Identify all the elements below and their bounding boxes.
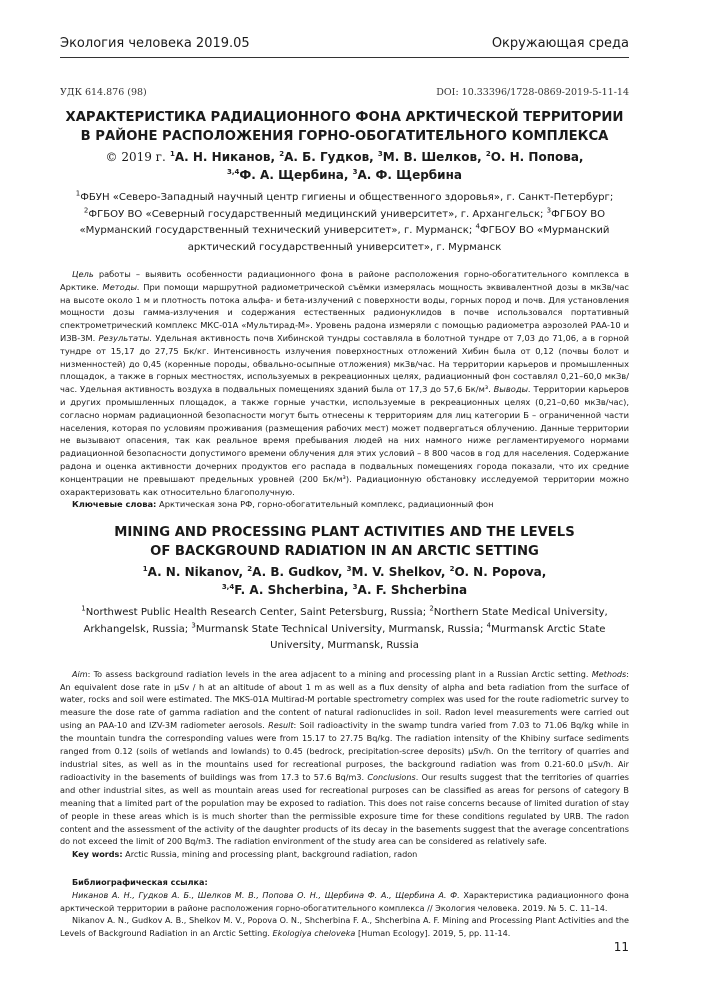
article-meta	[60, 87, 629, 98]
author-sup: 2	[279, 150, 285, 158]
author-sup: 2	[485, 150, 491, 158]
author-name: А. Ф. Щербина	[357, 168, 462, 182]
author-sup: 3	[352, 583, 358, 592]
title-ru-line1: ХАРАКТЕРИСТИКА РАДИАЦИОННОГО ФОНА АРКТИЧЕСКОЙ ТЕРРИТОРИИ	[65, 110, 624, 125]
copyright: © 2019 г.	[105, 150, 166, 164]
author-sup: 3	[346, 565, 352, 574]
conclusions-label: Conclusions	[367, 771, 416, 782]
authors-ru	[60, 148, 629, 184]
author-name: М. В. Шелков,	[382, 150, 486, 164]
doi: DOI: 10.33396/1728-0869-2019-5-11-14	[436, 87, 629, 98]
affil-text: Northern State Medical University, Arkhangelsk, Russia;	[83, 607, 608, 635]
title-en-line1: MINING AND PROCESSING PLANT ACTIVITIES AND THE LEVELS	[114, 525, 575, 541]
section-name: Окружающая среда	[491, 36, 629, 51]
affiliations-ru	[60, 190, 629, 256]
affil-sup: 3	[191, 621, 196, 630]
methods-label: Методы.	[102, 281, 140, 292]
affil-sup: 1	[75, 189, 81, 198]
author-name: А. Н. Никанов,	[174, 150, 280, 164]
author-name: A. N. Nikanov,	[147, 565, 248, 580]
author-sup: 1	[169, 150, 175, 158]
abstract-en	[60, 668, 629, 849]
author-name: F. A. Shcherbina,	[234, 583, 353, 598]
title-ru	[60, 108, 629, 146]
header-rule	[60, 57, 629, 58]
udc-code: УДК 614.876 (98)	[60, 87, 147, 98]
affil-text: ФГБОУ ВО «Мурманский арктический государственный университет», г. Мурманск	[187, 225, 610, 253]
author-name: A. F. Shcherbina	[357, 583, 468, 598]
affil-sup: 3	[546, 206, 552, 215]
citation-block	[60, 876, 629, 940]
affil-sup: 2	[83, 206, 89, 215]
author-sup: 1	[142, 565, 148, 574]
page-number: 11	[613, 940, 629, 954]
methods-text: : An equivalent dose rate in μSv / h at an altitude of about 1 m as well as a flux density of alpha and beta radiation from the surface of water, rocks and soil were estimated. The MKS-01A Multirad-M portable spectrometry complex was used for the route radiometric survey to measure the dose rate of gamma radiation and the content of natural radionuclides in soil. Radon level measurements were carried out using an PAA-10 and IZV-3M radiometer aerosols.	[60, 668, 629, 731]
keywords-text: Арктическая зона РФ, горно-обогатительный комплекс, радиационный фон	[156, 499, 494, 510]
author-sup: 2	[449, 565, 455, 574]
results-label: Результаты.	[98, 332, 153, 343]
affil-text: ФГБОУ ВО «Мурманский государственный технический университет», г. Мурманск;	[79, 208, 606, 236]
authors-en	[60, 563, 629, 599]
conclusions-label: Выводы.	[493, 384, 531, 395]
affil-text: Murmansk Arctic State University, Murmansk, Russia	[270, 623, 606, 652]
affil-text: ФГБОУ ВО «Северный государственный медицинский университет», г. Архангельск;	[88, 208, 547, 220]
citation-ru-authors: Никанов А. Н., Гудков А. Б., Шелков М. В., Попова О. Н., Щербина Ф. А., Щербина А. Ф.	[72, 889, 460, 900]
citation-en	[60, 914, 629, 939]
keywords-en	[60, 848, 629, 861]
results-text: Удельная активность почв Хибинской тундры составляла в болотной тундре от 7,03 до 71,06, а в горной тундре от 15,17 до 27,75 Бк/кг. Интенсивность излучения поверхностных отложений Хибин была от 0,12 (почвы болот и низменностей) до 0,45 (коренные породы, обвально-осыпные отложения) мкЗв/час. На территории карьеров и промышленных площадок, а также в горных местностях, используемых в рекреационных целях, радиационный фон составлял 0,21–60,0 мкЗв/час. Удельная активность воздуха в подвальных помещениях зданий была от 17,3 до 57,6 Бк/м³.	[60, 332, 629, 395]
affil-text: ФБУН «Северо-Западный научный центр гигиены и общественного здоровья», г. Санкт-Петербург;	[80, 192, 614, 203]
affil-sup: 1	[81, 604, 86, 613]
author-sup: 3,4	[227, 168, 240, 176]
affil-text: Northwest Public Health Research Center, Saint Petersburg, Russia;	[85, 607, 430, 619]
author-sup: 3,4	[221, 583, 235, 592]
title-en	[60, 523, 629, 561]
citation-ru-text: Характеристика радиационного фона арктической территории в районе расположения горно-обогатительного комплекса // Экология человека. 2019. № 5. С. 11–14.	[60, 889, 629, 913]
citation-en-journal: Ekologiya cheloveka	[272, 928, 356, 939]
author-name: Ф. А. Щербина,	[239, 168, 353, 182]
aim-label: Цель	[72, 269, 94, 279]
title-ru-line2: В РАЙОНЕ РАСПОЛОЖЕНИЯ ГОРНО-ОБОГАТИТЕЛЬНОГО КОМПЛЕКСА	[80, 129, 609, 144]
citation-en-tail: [Human Ecology]. 2019, 5, pp. 11-14.	[355, 928, 511, 939]
results-label: Result	[268, 720, 294, 731]
affil-sup: 4	[475, 222, 480, 231]
citation-en-text: Nikanov A. N., Gudkov A. B., Shelkov M. V., Popova O. N., Shcherbina F. A., Shcherbina A. F. Mining and Processing Plant Activities and the Levels of Background Radiation in an Arctic Setting.	[60, 915, 629, 939]
journal-name: Экология человека 2019.05	[60, 36, 250, 51]
aim-text: работы – выявить особенности радиационного фона в районе расположения горно-обогатительного комплекса в Арктике.	[60, 269, 629, 292]
author-sup: 3	[352, 168, 358, 176]
article-page	[60, 36, 629, 940]
conclusions-text: Территории карьеров и других промышленных площадок, а также горные участки, используемые в рекреационных целях (0,21–0,60 мкЗв/час), согласно нормам радиационной безопасности могут быть отнесены к территориям для лиц категории Б – ограниченной части населения, которая по условиям проживания (размещения рабочих мест) может подвергаться облучению. Данные территории не вызывают опасения, так как реальное время пребывания людей на них намного ниже регламентируемого нормами радиационной безопасности допустимого времени облучения для этих условий – 8 800 часов в год для населения. Содержание радона и оценка активности дочерних продуктов его распада в подвальных помещениях города показали, что их средние концентрации не превышают предельных уровней (200 Бк/м³). Радиационную обстановку исследуемой территории можно охарактеризовать как относительно благополучную.	[60, 384, 630, 497]
methods-text: При помощи маршрутной радиометрической съёмки измерялась мощность эквивалентной дозы в мкЗв/час на высоте около 1 м и плотность потока альфа- и бета-излучений с поверхности воды, горных пород и почв. Для установления мощности дозы гамма-излучения и содержания естественных радионуклидов в почве использовался портативный спектрометрический комплекс МКС-01А «Мультирад-М». Уровень радона измеряли с помощью радиометра аэрозолей РАА-10 и ИЗВ-3М.	[60, 281, 629, 343]
running-header	[60, 36, 629, 53]
author-name: А. Б. Гудков,	[284, 150, 378, 164]
methods-label: Methods	[591, 668, 627, 679]
author-sup: 3	[377, 150, 383, 158]
author-name: A. B. Gudkov,	[252, 565, 347, 580]
abstract-ru	[60, 268, 629, 498]
affiliations-en	[60, 605, 629, 655]
author-name: M. V. Shelkov,	[351, 565, 450, 580]
aim-text: : To assess background radiation levels in the area adjacent to a mining and processing plant in a Russian Arctic setting.	[87, 668, 592, 679]
keywords-ru	[60, 498, 629, 511]
conclusions-text: . Our results suggest that the territories of quarries and other industrial sites, as well as mountain areas used for recreational purposes can be classified as areas for persons of category B meaning that a limited part of the population may be exposed to radiation. This does not raise concerns because of limited duration of stay of people in these areas which is is much shorter than the permissible exposure time for these conditions regulated by URB. The radon content and the assessment of the activity of the daughter products of its decay in the basements suggest that the average concentrations do not exceed the limit of 200 Bq/m3. The radiation environment of the study area can be considered as relatively safe.	[60, 771, 629, 847]
citation-ru	[60, 889, 629, 914]
keywords-label: Key words:	[72, 849, 123, 860]
author-name: O. N. Popova,	[454, 565, 547, 580]
keywords-text: Arctic Russia, mining and processing plant, background radiation, radon	[122, 849, 418, 860]
results-text: : Soil radioactivity in the swamp tundra varied from 7.03 to 71.06 Bq/kg while in the mountain tundra the corresponding values were from 15.17 to 27.75 Bq/kg. The radiation intensity of the Khibiny surface sediments ranged from 0.12 (soils of wetlands and lowlands) to 0.45 (bedrock, precipitation-scree deposits) μSv/h. On the territory of quarries and industrial sites, as well as in the mountains used for recreational purposes, the background radiation was from 0.21-60.0 μSv/h. Air radioactivity in the basements of buildings was from 17.3 to 57.6 Bq/m3.	[60, 720, 629, 782]
author-name: О. Н. Попова,	[490, 150, 584, 164]
keywords-label: Ключевые слова:	[72, 499, 157, 510]
affil-text: Murmansk State Technical University, Murmansk, Russia;	[195, 623, 487, 635]
citation-heading: Библиографическая ссылка:	[72, 877, 208, 888]
author-sup: 2	[247, 565, 253, 574]
affil-sup: 2	[429, 604, 434, 613]
affil-sup: 4	[486, 621, 492, 630]
aim-label: Aim	[72, 668, 88, 679]
title-en-line2: OF BACKGROUND RADIATION IN AN ARCTIC SETTING	[150, 544, 539, 560]
